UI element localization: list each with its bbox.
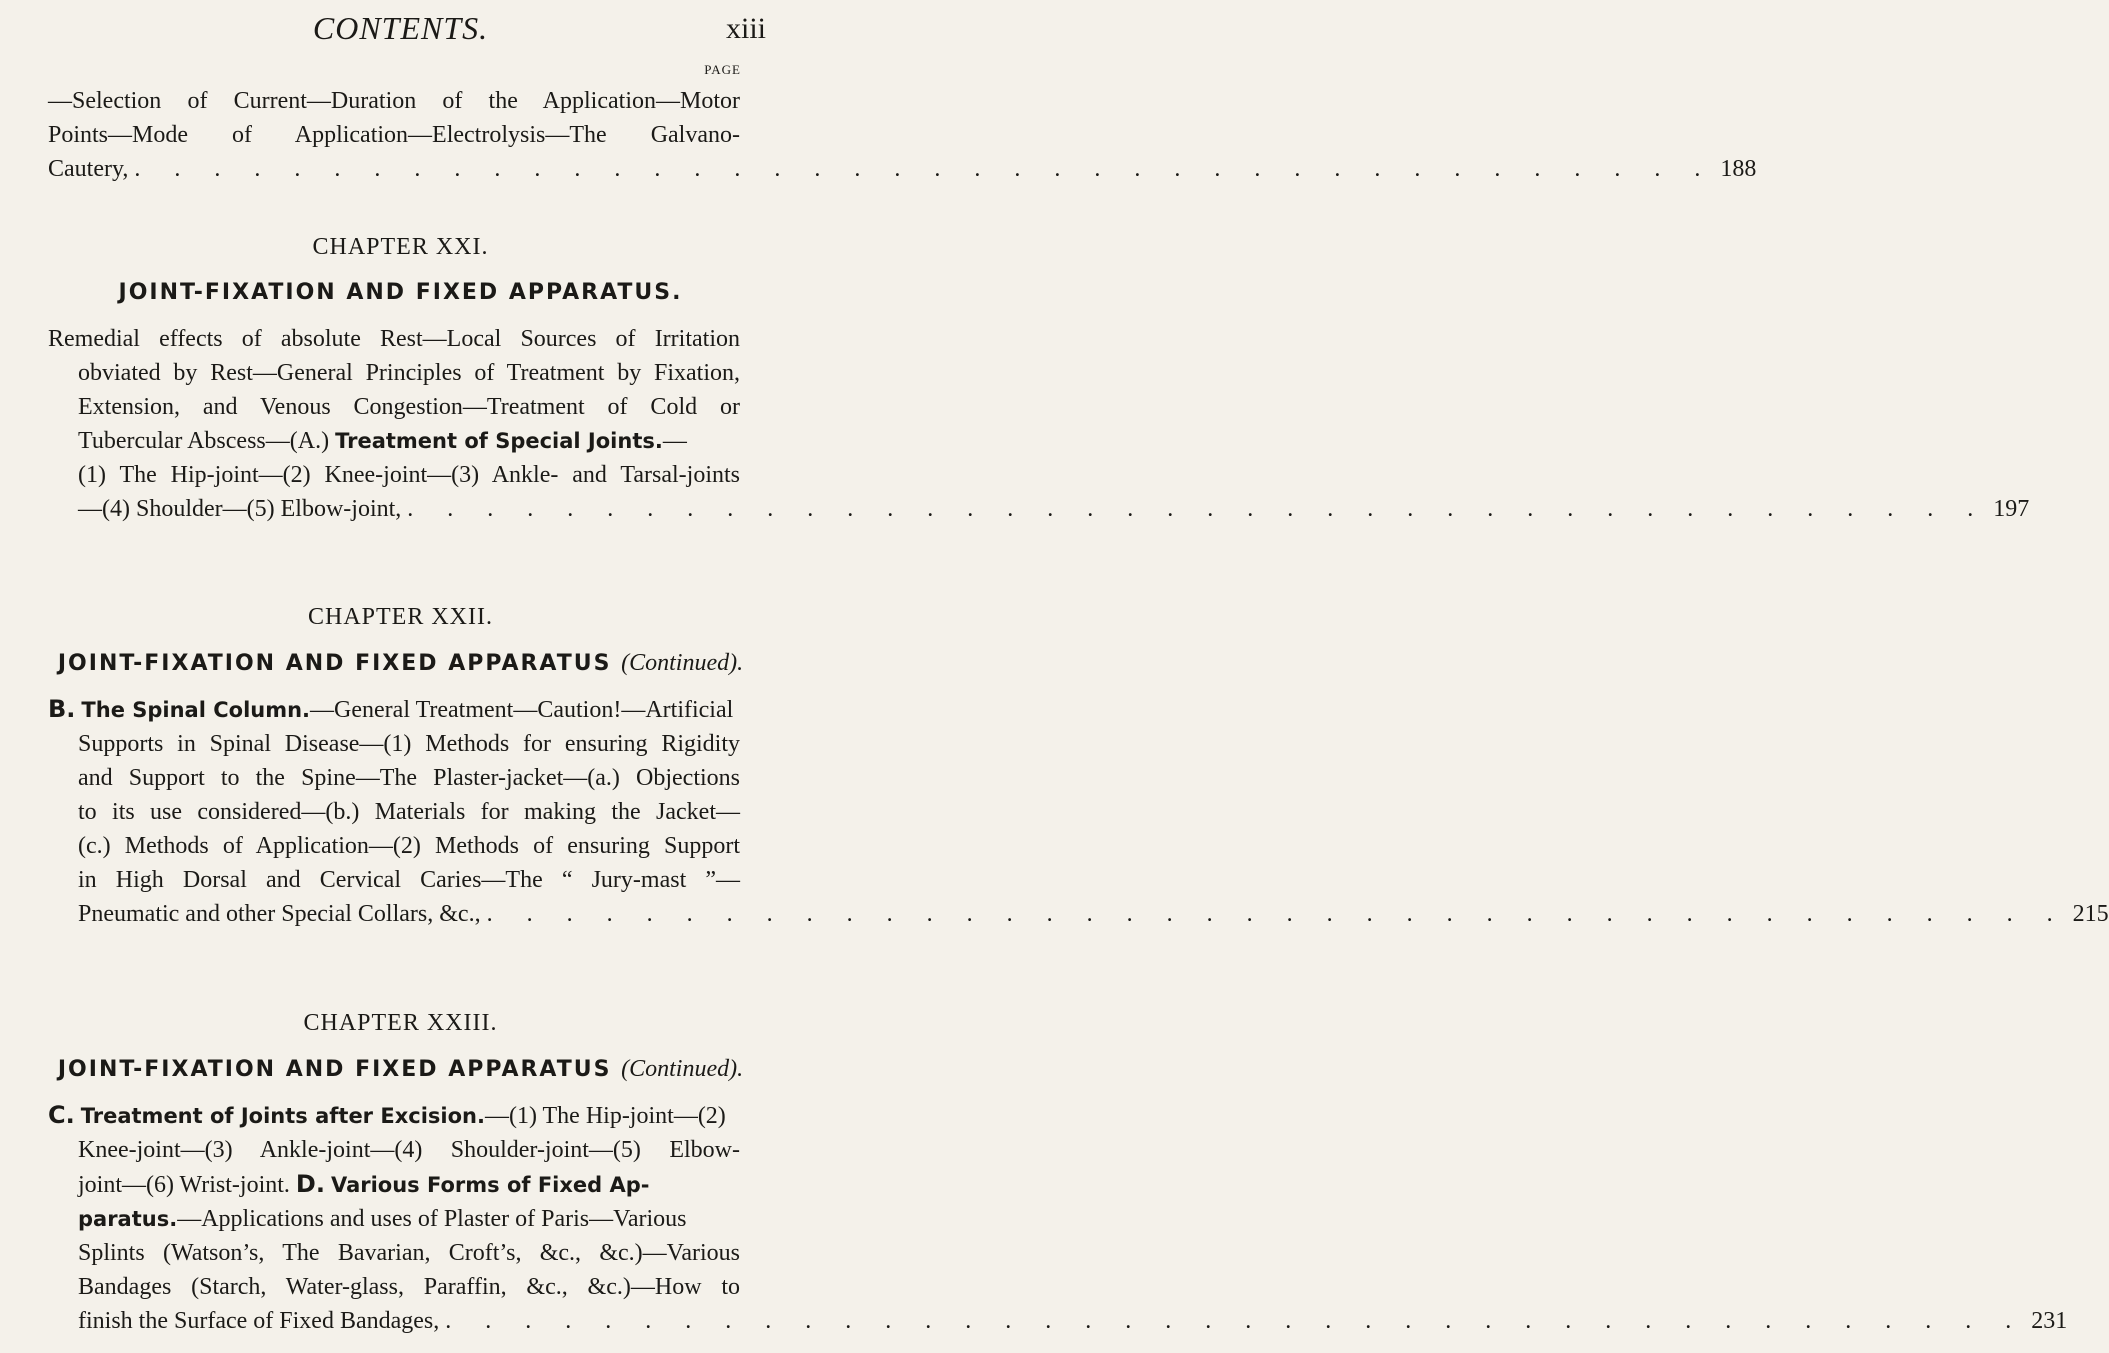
- subsection-title: Treatment of Special Joints.: [335, 429, 663, 453]
- leader-dots: . . . . . . . . . . . . . . . . . . . . . . . . . . . . . . . . . . . . . . . .: [407, 496, 1988, 522]
- toc-line: in High Dorsal and Cervical Caries—The “ Jury-mast ”—: [78, 867, 740, 893]
- toc-line: joint—(6) Wrist-joint. D. Various Forms of Fixed Ap-: [78, 1170, 650, 1198]
- toc-line: paratus.—Applications and uses of Plaster of Paris—Various: [78, 1206, 687, 1232]
- toc-entry-chapter-21: [48, 322, 2030, 526]
- subsection-title: The Spinal Column.: [81, 698, 311, 722]
- page-number: xiii: [725, 12, 766, 45]
- toc-line-with-page: [48, 492, 2030, 526]
- toc-line: Tubercular Abscess—(A.) Treatment of Special Joints.—: [78, 428, 687, 454]
- chapter-title-21: JOINT-FIXATION AND FIXED APPARATUS.: [118, 280, 683, 305]
- toc-line: Remedial effects of absolute Rest—Local Sources of Irritation: [48, 326, 740, 352]
- toc-line: (c.) Methods of Application—(2) Methods of ensuring Support: [78, 833, 740, 859]
- toc-line: (1) The Hip-joint—(2) Knee-joint—(3) Ankle- and Tarsal-joints: [78, 462, 740, 488]
- toc-entry-chapter-23: [48, 1098, 2068, 1338]
- toc-page-number: 215: [2072, 901, 2109, 927]
- toc-line: Cautery,: [48, 156, 129, 182]
- chapter-heading-21: CHAPTER XXI.: [312, 234, 489, 260]
- toc-line: Bandages (Starch, Water-glass, Paraffin, &c., &c.)—How to: [78, 1274, 740, 1300]
- leader-dots: . . . . . . . . . . . . . . . . . . . . . . . . . . . . . . . . . . . . . . . .: [445, 1308, 2026, 1334]
- toc-line: Pneumatic and other Special Collars, &c.,: [78, 901, 481, 927]
- continued-label: (Continued).: [621, 650, 744, 676]
- toc-line: finish the Surface of Fixed Bandages,: [78, 1308, 440, 1334]
- toc-line: to its use considered—(b.) Materials for making the Jacket—: [78, 799, 740, 825]
- toc-line-with-page: [48, 897, 2109, 931]
- chapter-title-22: JOINT-FIXATION AND FIXED APPARATUS (Continued).: [57, 650, 744, 676]
- toc-entry-chapter-20-continued: [48, 84, 1757, 186]
- chapter-title-23: JOINT-FIXATION AND FIXED APPARATUS (Continued).: [57, 1056, 744, 1082]
- toc-page-number: 231: [2031, 1308, 2068, 1334]
- chapter-heading-23: CHAPTER XXIII.: [303, 1010, 498, 1036]
- toc-line: —Selection of Current—Duration of the Application—Motor: [48, 88, 740, 114]
- toc-line: Splints (Watson’s, The Bavarian, Croft’s, &c., &c.)—Various: [78, 1240, 740, 1266]
- toc-line: C. Treatment of Joints after Excision.—(1) The Hip-joint—(2): [48, 1101, 726, 1129]
- toc-page-number: 197: [1993, 496, 2030, 522]
- toc-entry-chapter-22: [48, 692, 2109, 931]
- toc-line-with-page: [48, 1304, 2068, 1338]
- toc-line: Supports in Spinal Disease—(1) Methods for ensuring Rigidity: [78, 731, 740, 757]
- toc-line: obviated by Rest—General Principles of Treatment by Fixation,: [78, 360, 740, 386]
- running-head: [0, 10, 801, 50]
- toc-page-number: 188: [1720, 156, 1757, 182]
- toc-line: B. The Spinal Column.—General Treatment—Caution!—Artificial: [48, 695, 734, 723]
- leader-dots: . . . . . . . . . . . . . . . . . . . . . . . . . . . . . . . . . . . . . . . .: [486, 901, 2067, 927]
- toc-line: —(4) Shoulder—(5) Elbow-joint,: [78, 496, 402, 522]
- toc-line: Points—Mode of Application—Electrolysis—The Galvano-: [48, 122, 740, 148]
- toc-line: Extension, and Venous Congestion—Treatment of Cold or: [78, 394, 740, 420]
- subsection-title: Various Forms of Fixed Ap-: [330, 1173, 650, 1197]
- chapter-heading-22: CHAPTER XXII.: [308, 604, 493, 630]
- toc-line: and Support to the Spine—The Plaster-jacket—(a.) Objections: [78, 765, 740, 791]
- toc-line-with-page: [48, 152, 1757, 186]
- leader-dots: . . . . . . . . . . . . . . . . . . . . . . . . . . . . . . . . . . . . . . . .: [134, 156, 1715, 182]
- subsection-title: paratus.: [78, 1207, 178, 1231]
- continued-label: (Continued).: [621, 1056, 744, 1082]
- toc-line: Knee-joint—(3) Ankle-joint—(4) Shoulder-joint—(5) Elbow-: [78, 1137, 740, 1163]
- page-column-label: PAGE: [704, 62, 741, 77]
- subsection-title: Treatment of Joints after Excision.: [80, 1104, 485, 1128]
- running-title: CONTENTS.: [312, 10, 489, 46]
